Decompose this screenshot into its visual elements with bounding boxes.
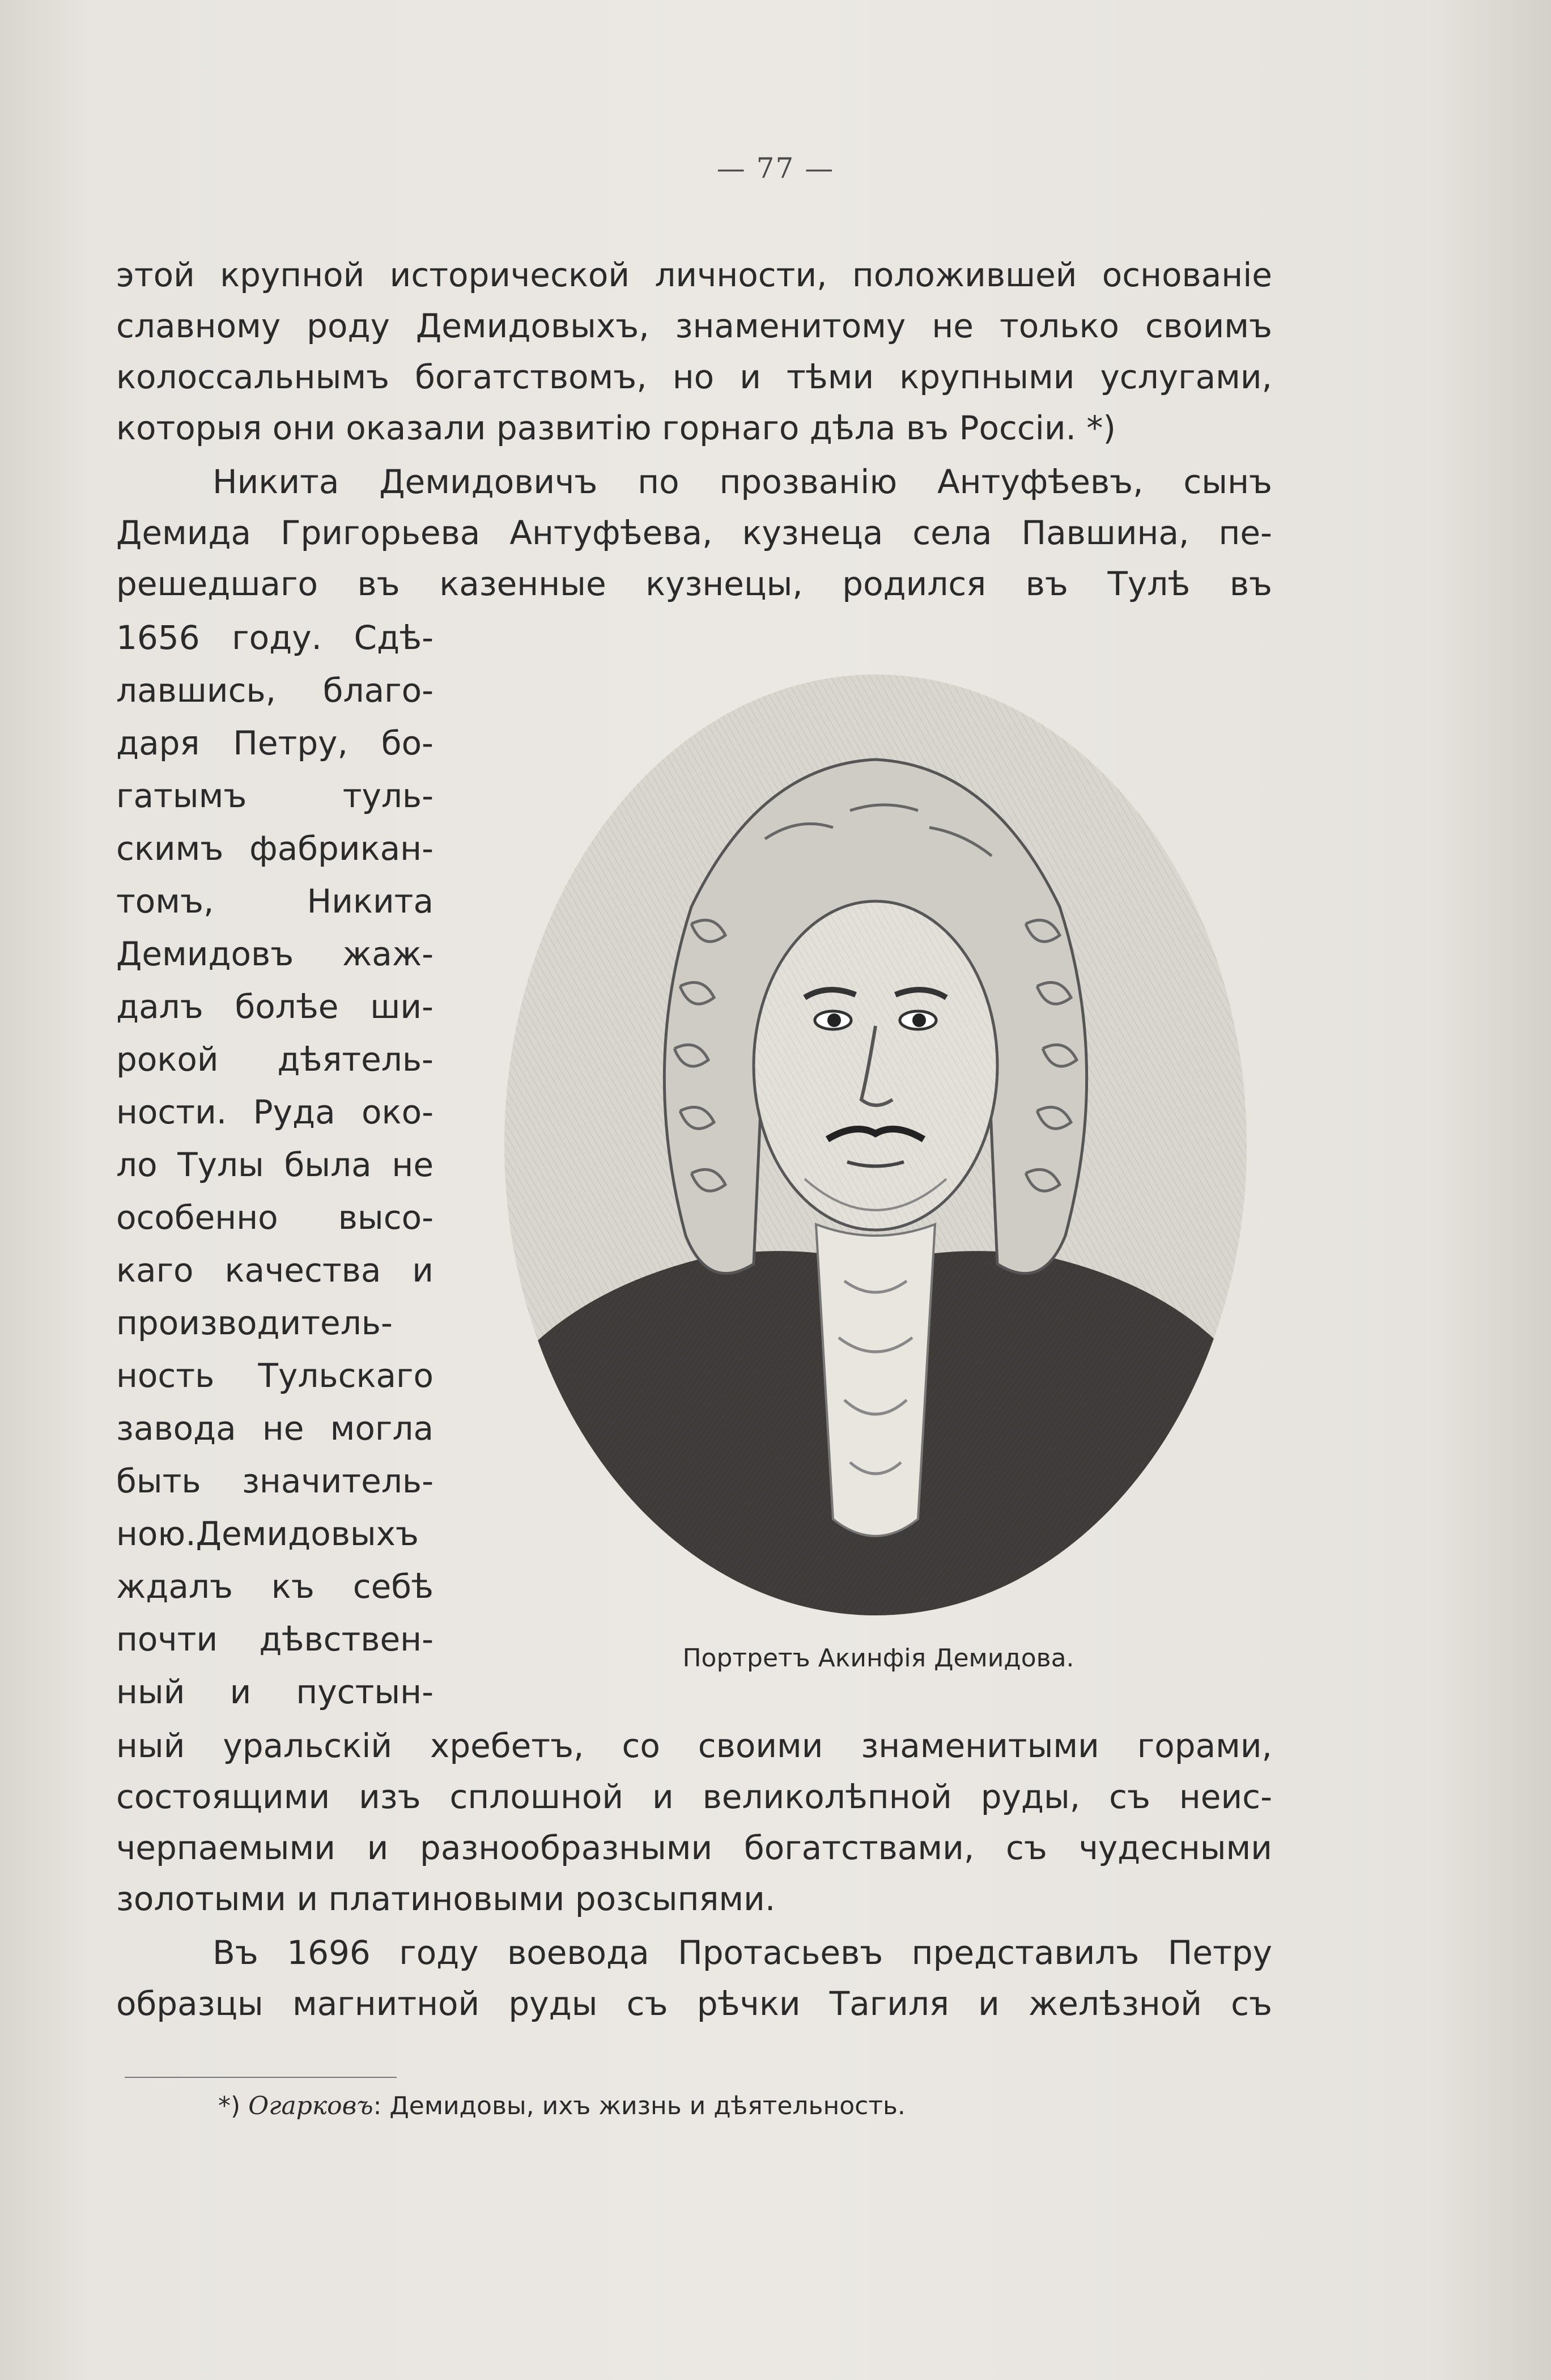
portrait-caption: Портретъ Акинфія Демидова. [682, 1644, 1074, 1673]
page-number: — 77 — [716, 152, 835, 185]
text-line: особенно высо- [116, 1198, 434, 1237]
text-line: каго качества и [116, 1251, 434, 1289]
portrait-image [499, 669, 1252, 1621]
text-line: 1656 году. Сдѣ- [116, 618, 434, 657]
footnote-author: Огарковъ [248, 2091, 373, 2120]
text-line: ности. Руда око- [116, 1093, 434, 1131]
text-line: славному роду Демидовыхъ, знаменитому не только своимъ [116, 307, 1272, 345]
text-line: быть значитель- [116, 1462, 434, 1500]
text-line: лавшись, благо- [116, 671, 434, 710]
text-line: производитель- [116, 1304, 393, 1342]
text-line: ный уральскій хребетъ, со своими знаменитыми горами, [116, 1726, 1272, 1765]
footnote [218, 2091, 1125, 2120]
text-line: ный и пустын- [116, 1673, 434, 1711]
text-line: томъ, Никита [116, 882, 434, 920]
text-line: завода не могла [116, 1409, 434, 1448]
text-line: ность Тульскаго [116, 1356, 434, 1395]
text-line: почти дѣвствен- [116, 1620, 434, 1658]
text-line: которыя они оказали развитію горнаго дѣла въ Россіи. *) [116, 409, 1116, 447]
text-line: этой крупной исторической личности, положившей основаніе [116, 256, 1272, 294]
text-line: Въ 1696 году воевода Протасьевъ представилъ Петру [213, 1933, 1272, 1972]
text-line: ло Тулы была не [116, 1146, 434, 1184]
text-line: золотыми и платиновыми розсыпями. [116, 1880, 776, 1918]
footnote-rule [125, 2077, 397, 2078]
text-line: Демидовъ жаж- [116, 935, 434, 973]
text-line: Демида Григорьева Антуфѣева, кузнеца села Павшина, пе- [116, 514, 1272, 552]
text-line: решедшаго въ казенные кузнецы, родился въ Тулѣ въ [116, 565, 1272, 603]
text-line: Никита Демидовичъ по прозванію Антуфѣевъ, сынъ [213, 463, 1272, 501]
text-line: колоссальнымъ богатствомъ, но и тѣми крупными услугами, [116, 358, 1272, 396]
text-line: рокой дѣятель- [116, 1040, 434, 1079]
footnote-text: : Демидовы, ихъ жизнь и дѣятельность. [373, 2091, 906, 2120]
text-line: ною.Демидовыхъ [116, 1514, 419, 1553]
text-line: далъ болѣе ши- [116, 987, 434, 1026]
text-line: состоящими изъ сплошной и великолѣпной руды, съ неис- [116, 1777, 1272, 1816]
text-line: ждалъ къ себѣ [116, 1567, 434, 1606]
text-line: даря Петру, бо- [116, 724, 434, 762]
text-line: черпаемыми и разнообразными богатствами, съ чудесными [116, 1829, 1272, 1867]
footnote-marker: *) [218, 2091, 241, 2120]
text-line: скимъ фабрикан- [116, 829, 434, 868]
text-line: гатымъ туль- [116, 777, 434, 815]
text-line: образцы магнитной руды съ рѣчки Тагиля и желѣзной съ [116, 1984, 1272, 2023]
